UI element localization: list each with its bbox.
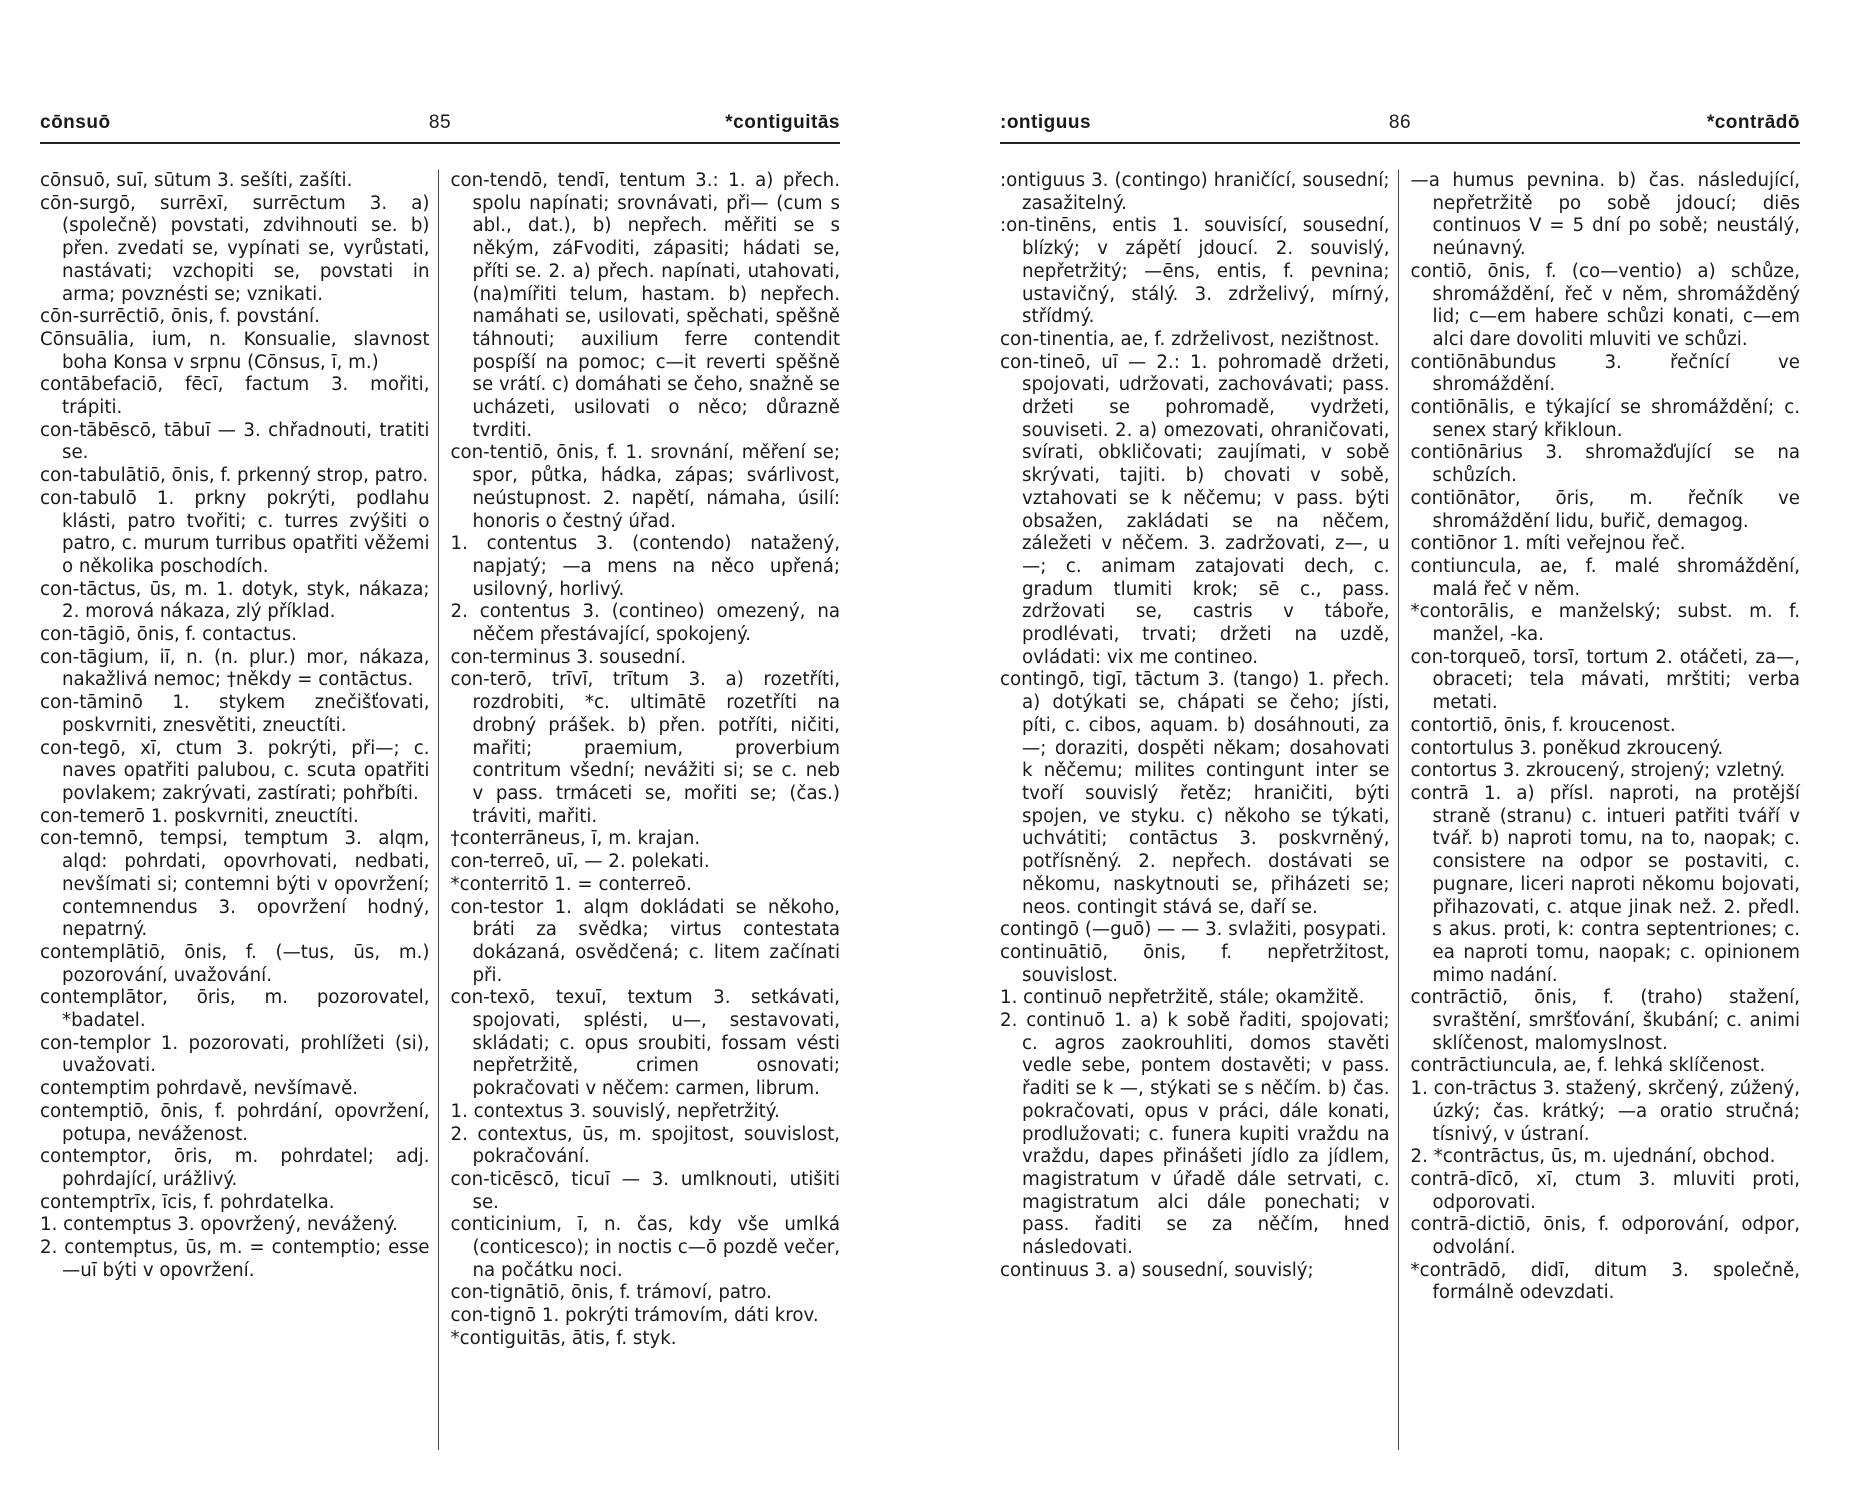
column-left <box>1000 170 1398 1450</box>
dictionary-entry: con-tābēscō, tābuī — 3. chřadnouti, tratiti se. <box>40 419 430 464</box>
dictionary-entry: 1. contemptus 3. opovržený, nevážený. <box>40 1214 398 1236</box>
dictionary-entry: con-temerō 1. poskvrniti, zneuctíti. <box>40 805 359 827</box>
dictionary-entry: con-tāgium, iī, n. (n. plur.) mor, nákaza, nakažlivá nemoc; †někdy = contāctus. <box>40 646 430 691</box>
dictionary-entry: contingō (—guō) — — 3. svlažiti, posypati. <box>1000 919 1387 941</box>
dictionary-entry: con-tendō, tendī, tentum 3.: 1. a) přech. spolu napínati; srovnávati, při— (cum s abl., dat.), b) nepřech. měřiti se s někým, záFvoditi, zápasiti; hádati se, příti se. 2. a) přech. napínati, utahovati, (na)mířiti telum, hastam. b) nepřech. namáhati se, usilovati, spěchati, spěšně táhnouti; auxilium ferre contendit pospíší na pomoc; c—it reverti spěšně se vrátí. c) domáhati se čeho, snažně se ucházeti, usilovati o něco; důrazně tvrditi. <box>450 170 840 441</box>
column-right <box>438 170 841 1450</box>
dictionary-entry: contrā-dictiō, ōnis, f. odporování, odpor, odvolání. <box>1410 1214 1800 1259</box>
dictionary-entry: contortulus 3. poněkud zkroucený. <box>1410 737 1724 759</box>
dictionary-entry: con-templor 1. pozorovati, prohlížeti (si), uvažovati. <box>40 1032 430 1077</box>
dictionary-entry: contemptrīx, īcis, f. pohrdatelka. <box>40 1191 335 1213</box>
dictionary-entry: 2. contemptus, ūs, m. = contemptio; esse —uī býti v opovržení. <box>40 1237 430 1281</box>
head-right-word: *contiguitās <box>725 112 840 133</box>
page-columns <box>1000 170 1800 1450</box>
dictionary-entry: con-tāctus, ūs, m. 1. dotyk, styk, nákaza; 2. morová nákaza, zlý příklad. <box>40 578 430 623</box>
dictionary-entry: contemptor, ōris, m. pohrdatel; adj. pohrdající, urážlivý. <box>40 1146 430 1190</box>
dictionary-entry: con-tabulātiō, ōnis, f. prkenný strop, patro. <box>40 465 429 487</box>
dictionary-entry: con-terminus 3. sousední. <box>450 646 687 668</box>
dictionary-entry: †conterrāneus, ī, m. krajan. <box>450 828 701 850</box>
dictionary-entry: contortiō, ōnis, f. kroucenost. <box>1410 714 1676 736</box>
dictionary-entry: contiōnālis, e týkající se shromáždění; c. senex starý křikloun. <box>1410 397 1800 441</box>
dictionary-entry: con-torqueō, torsī, tortum 2. otáčeti, za—, obraceti; tela mávati, mrštiti; verba metati. <box>1410 646 1800 714</box>
dictionary-entry: 2. contentus 3. (contineo) omezený, na něčem přestávající, spokojený. <box>450 601 840 646</box>
dictionary-entry: contrāctiuncula, ae, f. lehká sklíčenost. <box>1410 1055 1766 1077</box>
column-left <box>40 170 438 1450</box>
head-right-word: *contrādō <box>1706 112 1800 133</box>
dictionary-entry: cōn-surgō, surrēxī, surrēctum 3. a) (společně) povstati, zdvihnouti se. b) přen. zvedati se, vypínati se, vyrůstati, nastávati; vzchopiti se, povstati in arma; povznésti se; vznikati. <box>40 192 430 305</box>
dictionary-entry: con-tāgiō, ōnis, f. contactus. <box>40 624 298 646</box>
dictionary-entry: contemplātiō, ōnis, f. (—tus, ūs, m.) pozorování, uvažování. <box>40 941 430 986</box>
head-rule <box>40 142 840 144</box>
column-right <box>1398 170 1801 1450</box>
dictionary-entry: 1. contextus 3. souvislý, nepřetržitý. <box>450 1100 780 1122</box>
head-rule <box>1000 142 1800 144</box>
dictionary-entry: contiō, ōnis, f. (co—ventio) a) schůze, shromáždění, řeč v něm, shromážděný lid; c—em habere schůzi konati, c—em alci dare dovoliti mluviti ve schůzi. <box>1410 260 1800 350</box>
dictionary-entry: 2. continuō 1. a) k sobě řaditi, spojovati; c. agros zaokrouhliti, domos stavěti vedle sebe, pontem dostavěti; v pass. řaditi se k —, stýkati se s něčím. b) čas. pokračovati, opus v práci, dále konati, prodlužovati; c. funera kupiti vraždu na vraždu, dapes přinášeti jídlo za jídlem, magistratum v úřadě dále setrvati, c. magistratum alci dále ponechati; v pass. řaditi se za něčím, hned následovati. <box>1000 1010 1390 1259</box>
dictionary-entry: con-tegō, xī, ctum 3. pokrýti, při—; c. naves opatřiti palubou, c. scuta opatřiti povlakem; zakrývati, zastírati; pohřbíti. <box>40 737 430 804</box>
dictionary-entry: con-tignātiō, ōnis, f. trámoví, patro. <box>450 1282 772 1304</box>
dictionary-entry: contiōnātor, ōris, m. řečník ve shromáždění lidu, buřič, demagog. <box>1410 487 1800 532</box>
dictionary-entry: con-terō, trīvī, trītum 3. a) rozetříti, rozdrobiti, *c. ultimātē rozetříti na drobný prášek. b) přen. potříti, ničiti, mařiti; praemium, proverbium contritum všední; nevážiti si; se c. neb v pass. trmáceti se, mořiti se; (čas.) tráviti, mařiti. <box>450 669 840 827</box>
dictionary-entry: contrāctiō, ōnis, f. (traho) stažení, svraštění, smršťování, škubání; c. animi sklíčenost, malomyslnost. <box>1410 987 1800 1054</box>
dictionary-entry: 1. contentus 3. (contendo) natažený, napjatý; —a mens na něco upřená; usilovný, horlivý. <box>450 533 840 600</box>
dictionary-entry: *conterritō 1. = conterreō. <box>450 873 692 895</box>
dictionary-entry: con-terreō, uī, — 2. polekati. <box>450 851 710 873</box>
dictionary-entry: continuātiō, ōnis, f. nepřetržitost, souvislost. <box>1000 941 1390 986</box>
dictionary-entry: contortus 3. zkroucený, strojený; vzletný. <box>1410 760 1786 782</box>
dictionary-entry: continuus 3. a) sousední, souvislý; <box>1000 1259 1314 1281</box>
dictionary-entry: contiuncula, ae, f. malé shromáždění, malá řeč v něm. <box>1410 555 1800 600</box>
dictionary-entry: *contorālis, e manželský; subst. m. f. manžel, -ka. <box>1410 601 1800 646</box>
head-left-word: cōnsuō <box>40 112 111 133</box>
dictionary-entry: contiōnābundus 3. řečnící ve shromáždění. <box>1410 351 1800 396</box>
dictionary-entry: con-tineō, uī — 2.: 1. pohromadě držeti, spojovati, udržovati, zachovávati; pass. držeti se pohromadě, vydržeti, souviseti. 2. a) omezovati, ohraničovati, svírati, obkličovati; zaujímati, v sobě skrývati, tajiti. b) chovati v sobě, vztahovati se k něčemu; v pass. býti obsažen, zakládati se na něčem, záležeti v něčem. 3. zadržovati, z—, u—; c. animam zatajovati dech, c. gradum tlumiti krok; sē c., pass. zdržovati se, castris v táboře, prodlévati, trvati; držeti na uzdě, ovládati: vix me contineo. <box>1000 351 1390 668</box>
dictionary-entry: :ontiguus 3. (contingo) hraničící, sousední; zasažitelný. <box>1000 170 1390 214</box>
dictionary-entry: contingō, tigī, tāctum 3. (tango) 1. přech. a) dotýkati se, chápati se čeho; jísti, píti, c. cibos, aquam. b) dosáhnouti, za—; doraziti, dospěti někam; dosahovati k něčemu; milites contingunt inter se tvoří souvislý řetěz; hraničiti, býti spojen, ve styku. c) někoho se týkati, uchvátiti; contāctus 3. poskvrněný, potřísněný. 2. nepřech. dostávati se někomu, naskytnouti se, přiházeti se; neos. contingit stává se, daří se. <box>1000 669 1390 918</box>
dictionary-entry: con-tinentia, ae, f. zdrželivost, nezištnost. <box>1000 328 1380 350</box>
page-number: 85 <box>428 112 452 133</box>
dictionary-entry: contemplātor, ōris, m. pozorovatel, *badatel. <box>40 987 430 1032</box>
dictionary-entry: cōn-surrēctiō, ōnis, f. povstání. <box>40 306 320 328</box>
dictionary-entry: con-ticēscō, ticuī — 3. umlknouti, utišiti se. <box>450 1168 840 1213</box>
dictionary-entry: contrā-dīcō, xī, ctum 3. mluviti proti, odporovati. <box>1410 1168 1800 1213</box>
dictionary-entry: contrā 1. a) přísl. naproti, na protější straně (stranu) c. intueri patřiti tváří v tvář. b) naproti tomu, na to, naopak; c. consistere na odpor se postaviti, c. pugnare, liceri naproti někomu bojovati, přihazovati, c. atque jinak než. 2. předl. s akus. proti, k: contra septentriones; c. ea naproti tomu, naopak; c. opinionem mimo nadání. <box>1410 782 1800 986</box>
dictionary-entry: 2. *contrāctus, ūs, m. ujednání, obchod. <box>1410 1146 1776 1168</box>
dictionary-entry: —a humus pevnina. b) čas. následující, nepřetržitě po sobě jdoucí; diēs continuos V = 5 dní po sobě; neustálý, neúnavný. <box>1410 170 1800 260</box>
page-number: 86 <box>1388 112 1412 133</box>
head-left-word: :ontiguus <box>1000 112 1092 133</box>
dictionary-entry: contābefaciō, fēcī, factum 3. mořiti, trápiti. <box>40 374 430 419</box>
dictionary-entry: con-temnō, tempsi, temptum 3. alqm, alqd: pohrdati, opovrhovati, nedbati, nevšímati si; contemni býti v opovržení; contemnendus 3. opovržení hodný, nepatrný. <box>40 828 430 941</box>
dictionary-entry: *contiguitās, ātis, f. styk. <box>450 1327 677 1349</box>
left-page <box>40 112 840 1349</box>
dictionary-entry: con-texō, texuī, textum 3. setkávati, spojovati, spléstі, u—, sestavovati, skládati; c. opus sroubiti, fossam vésti nepřetržitě, crimen osnovati; pokračovati v něčem: carmen, librum. <box>450 987 840 1100</box>
dictionary-entry: con-testor 1. alqm dokládati se někoho, bráti za svědka; virtus contestata dokázaná, osvědčená; c. litem začínati při. <box>450 896 840 986</box>
dictionary-entry: contemptiō, ōnis, f. pohrdání, opovržení, potupa, neváženost. <box>40 1100 430 1145</box>
dictionary-entry: Cōnsuālia, ium, n. Konsualie, slavnost boha Konsa v srpnu (Cōnsus, ī, m.) <box>40 328 430 373</box>
dictionary-entry: 1. con-trāctus 3. stažený, skrčený, zúžený, úzký; čas. krátký; —a oratio stručná; tísnivý, v ústraní. <box>1410 1078 1801 1145</box>
dictionary-entry: *contrādō, didī, ditum 3. společně, formálně odevzdati. <box>1410 1259 1800 1304</box>
dictionary-entry: cōnsuō, suī, sūtum 3. sešíti, zašíti. <box>40 170 353 191</box>
dictionary-entry: contemptim pohrdavě, nevšímavě. <box>40 1078 359 1100</box>
right-page <box>1000 112 1801 1304</box>
dictionary-entry: contiōnor 1. míti veřejnou řeč. <box>1410 533 1686 555</box>
dictionary-entry: 1. continuō nepřetržitě, stále; okamžitě. <box>1000 987 1365 1009</box>
dictionary-entry: con-tabulō 1. prkny pokrýti, podlahu klásti, patro tvořiti; c. turres zvýšiti o patro, c. murum turribus opatřiti věžemi o několika poschodích. <box>40 487 430 577</box>
dictionary-entry: contiōnārius 3. shromažďující se na schůzích. <box>1410 442 1800 487</box>
dictionary-entry: :on-tinēns, entis 1. souvisící, sousední, blízký; v zápětí jdoucí. 2. souvislý, nepřetržitý; —ēns, entis, f. pevnina; ustavičný, stálý. 3. zdrželivý, mírný, střídmý. <box>1000 215 1390 328</box>
dictionary-entry: con-tentiō, ōnis, f. 1. srovnání, měření se; spor, půtka, hádka, zápas; svárlivost, neústupnost. 2. napětí, námaha, úsilí: honoris o čestný úřad. <box>450 442 840 532</box>
dictionary-entry: con-tignō 1. pokrýti trámovím, dáti krov. <box>450 1305 819 1327</box>
dictionary-entry: con-tāminō 1. stykem znečišťovati, poskvrniti, znesvětiti, zneuctíti. <box>40 692 430 736</box>
dictionary-entry: 2. contextus, ūs, m. spojitost, souvislost, pokračování. <box>450 1123 840 1168</box>
dictionary-entry: conticinium, ī, n. čas, kdy vše umlká (conticesco); in noctis c—ō pozdě večer, na počátku noci. <box>450 1214 840 1281</box>
running-head <box>40 112 840 142</box>
page-columns <box>40 170 840 1450</box>
running-head <box>1000 112 1800 142</box>
